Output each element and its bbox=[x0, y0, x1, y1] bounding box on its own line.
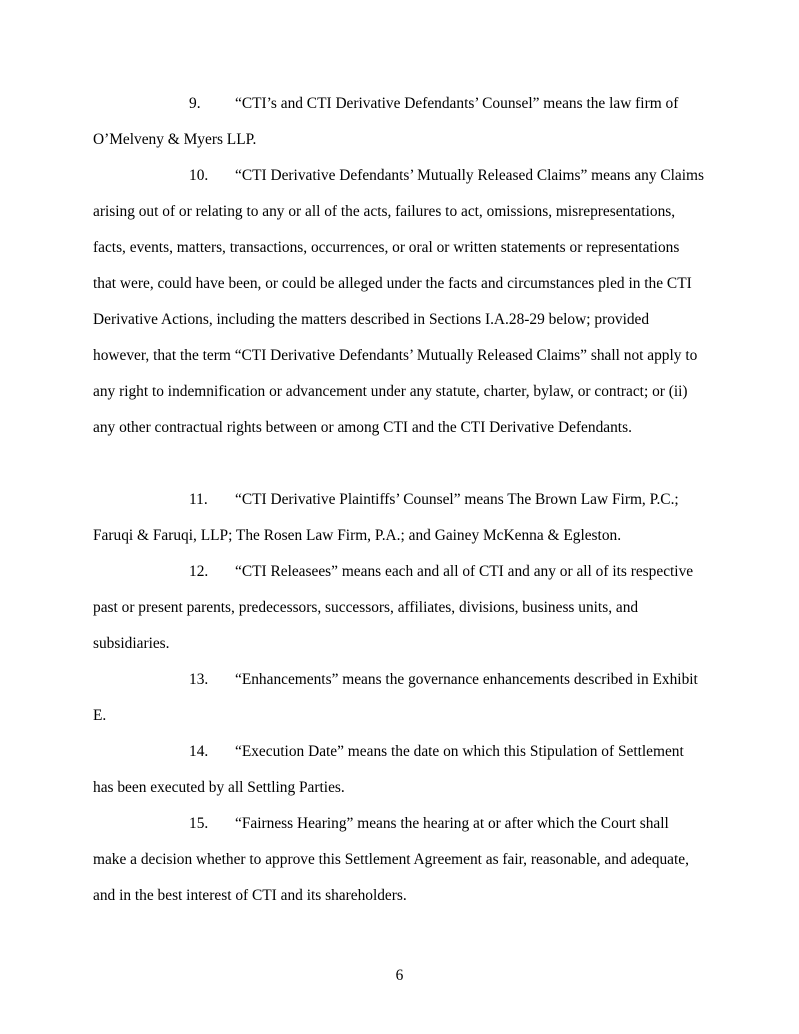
paragraph-14 bbox=[93, 734, 705, 806]
paragraph-text: “Enhancements” means the governance enhancements described in Exhibit E. bbox=[93, 671, 698, 724]
page-number: 6 bbox=[395, 967, 404, 984]
paragraph-15 bbox=[93, 806, 705, 914]
paragraph-text: “Fairness Hearing” means the hearing at or after which the Court shall make a decision whether to approve this Settlement Agreement as fair, reasonable, and adequate, and in the best interest of CTI and its shareholders. bbox=[93, 815, 689, 904]
paragraph-number: 10. bbox=[189, 167, 209, 184]
paragraph-9 bbox=[93, 86, 705, 158]
paragraph-number: 9. bbox=[189, 95, 201, 112]
paragraph-number: 14. bbox=[189, 743, 209, 760]
paragraph-text: “CTI Releasees” means each and all of CTI and any or all of its respective past or present parents, predecessors, successors, affiliates, divisions, business units, and subsidiaries. bbox=[93, 563, 694, 652]
paragraph-12 bbox=[93, 554, 705, 662]
paragraph-number: 11. bbox=[189, 491, 208, 508]
paragraph-10 bbox=[93, 158, 705, 446]
paragraph-text: “CTI Derivative Plaintiffs’ Counsel” means The Brown Law Firm, P.C.; Faruqi & Faruqi, LLP; The Rosen Law Firm, P.A.; and Gainey McKenna & Egleston. bbox=[93, 491, 679, 544]
paragraph-13 bbox=[93, 662, 705, 734]
paragraph-text: “CTI’s and CTI Derivative Defendants’ Counsel” means the law firm of O’Melveny & Myers LLP. bbox=[93, 95, 679, 148]
paragraph-11 bbox=[93, 482, 705, 554]
paragraph-number: 13. bbox=[189, 671, 209, 688]
paragraph-number: 12. bbox=[189, 563, 209, 580]
paragraph-number: 15. bbox=[189, 815, 209, 832]
paragraph-text: “CTI Derivative Defendants’ Mutually Released Claims” means any Claims arising out of or relating to any or all of the acts, failures to act, omissions, misrepresentations, facts, events, matters, transactions, occurrences, or oral or written statements or representations that were, could have been, or could be alleged under the facts and circumstances pled in the CTI Derivative Actions, including the matters described in Sections I.A.28-29 below; provided however, that the term “CTI Derivative Defendants’ Mutually Released Claims” shall not apply to any right to indemnification or advancement under any statute, charter, bylaw, or contract; or (ii) any other contractual rights between or among CTI and the CTI Derivative Defendants. bbox=[93, 167, 704, 436]
paragraph-text: “Execution Date” means the date on which this Stipulation of Settlement has been executed by all Settling Parties. bbox=[93, 743, 684, 796]
